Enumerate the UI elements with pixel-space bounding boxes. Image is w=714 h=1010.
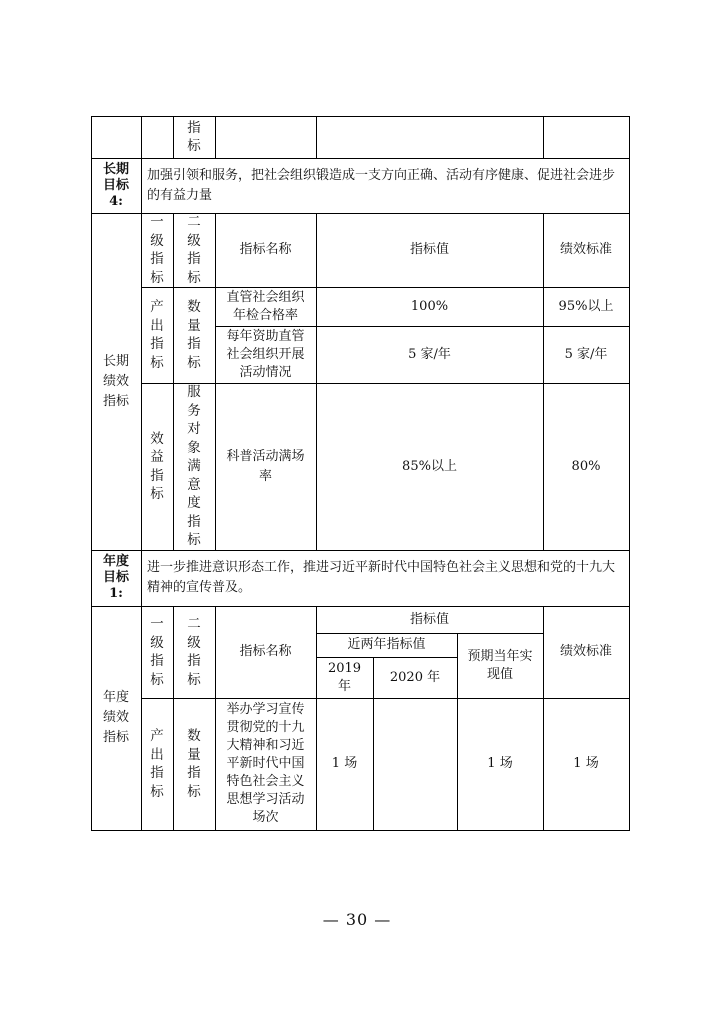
long-perf-benefit-standard: 80% bbox=[571, 458, 601, 474]
annual-perf-quantity-label: 数 量 指 标 bbox=[187, 728, 201, 800]
annual-perf-header-recent-two: 近两年指标值 bbox=[347, 637, 426, 652]
long-perf-row2-name: 每年资助直管 社会组织开展 活动情况 bbox=[226, 328, 305, 380]
annual-goal-1-label: 年度 目标 1: bbox=[102, 554, 129, 601]
annual-perf-row-2020 bbox=[373, 698, 457, 830]
long-perf-benefit-label: 效 益 指 标 bbox=[150, 430, 164, 502]
long-perf-satisfaction-label: 服 务 对 象 满 意 度 指 标 bbox=[187, 384, 201, 549]
annual-perf-header-name: 指标名称 bbox=[239, 644, 292, 659]
long-perf-row1-standard: 95%以上 bbox=[558, 298, 614, 314]
annual-perf-header-expected: 预期当年实 现值 bbox=[467, 648, 533, 682]
long-perf-row1-name: 直管社会组织 年检合格率 bbox=[226, 289, 305, 323]
annual-perf-header-2019: 2019 年 bbox=[327, 660, 362, 694]
annual-perf-header-level2: 二 级 指 标 bbox=[187, 616, 201, 688]
long-perf-header-name: 指标名称 bbox=[239, 242, 292, 257]
long-goal-4-text: 加强引领和服务，把社会组织锻造成一支方向正确、活动有序健康、促进社会进步的有益力量 bbox=[147, 167, 616, 203]
annual-perf-row-standard: 1 场 bbox=[573, 756, 599, 771]
top-row-indicator-cell: 指 标 bbox=[187, 119, 201, 154]
long-perf-header-level2: 二 级 指 标 bbox=[187, 214, 201, 286]
annual-perf-row-2019: 1 场 bbox=[331, 756, 358, 771]
long-goal-4-label: 长期 目标 4: bbox=[102, 161, 129, 209]
long-perf-row2-value: 5 家/年 bbox=[408, 346, 451, 362]
long-perf-output-label: 产 出 指 标 bbox=[150, 299, 164, 371]
annual-perf-output-label: 产 出 指 标 bbox=[150, 728, 164, 800]
annual-perf-row-name: 举办学习宣传 贯彻党的十九 大精神和习近 平新时代中国 特色社会主义 思想学习活动 场次 bbox=[226, 702, 305, 825]
annual-perf-section-label: 年度 绩效 指标 bbox=[102, 690, 129, 745]
long-perf-header-standard: 绩效标准 bbox=[559, 242, 612, 257]
page-number: — 30 — bbox=[322, 910, 392, 929]
long-perf-row1-value: 100% bbox=[410, 298, 449, 314]
long-perf-header-value: 指标值 bbox=[409, 242, 449, 257]
long-perf-header-level1: 一 级 指 标 bbox=[150, 214, 164, 286]
annual-perf-header-value-group: 指标值 bbox=[409, 611, 449, 627]
long-perf-benefit-value: 85%以上 bbox=[402, 458, 457, 474]
long-perf-benefit-name: 科普活动满场 率 bbox=[226, 448, 305, 484]
annual-goal-1-text: 进一步推进意识形态工作，推进习近平新时代中国特色社会主义思想和党的十九大精神的宣传普及。 bbox=[147, 560, 616, 595]
annual-perf-row-expected: 1 场 bbox=[487, 756, 513, 771]
long-perf-quantity-label: 数 量 指 标 bbox=[187, 299, 201, 371]
long-perf-section-label: 长期 绩效 指标 bbox=[102, 353, 129, 409]
annual-perf-header-standard: 绩效标准 bbox=[559, 644, 612, 659]
annual-perf-header-level1: 一 级 指 标 bbox=[150, 616, 164, 688]
long-perf-row2-standard: 5 家/年 bbox=[564, 346, 608, 362]
annual-perf-header-2020: 2020 年 bbox=[389, 669, 441, 685]
